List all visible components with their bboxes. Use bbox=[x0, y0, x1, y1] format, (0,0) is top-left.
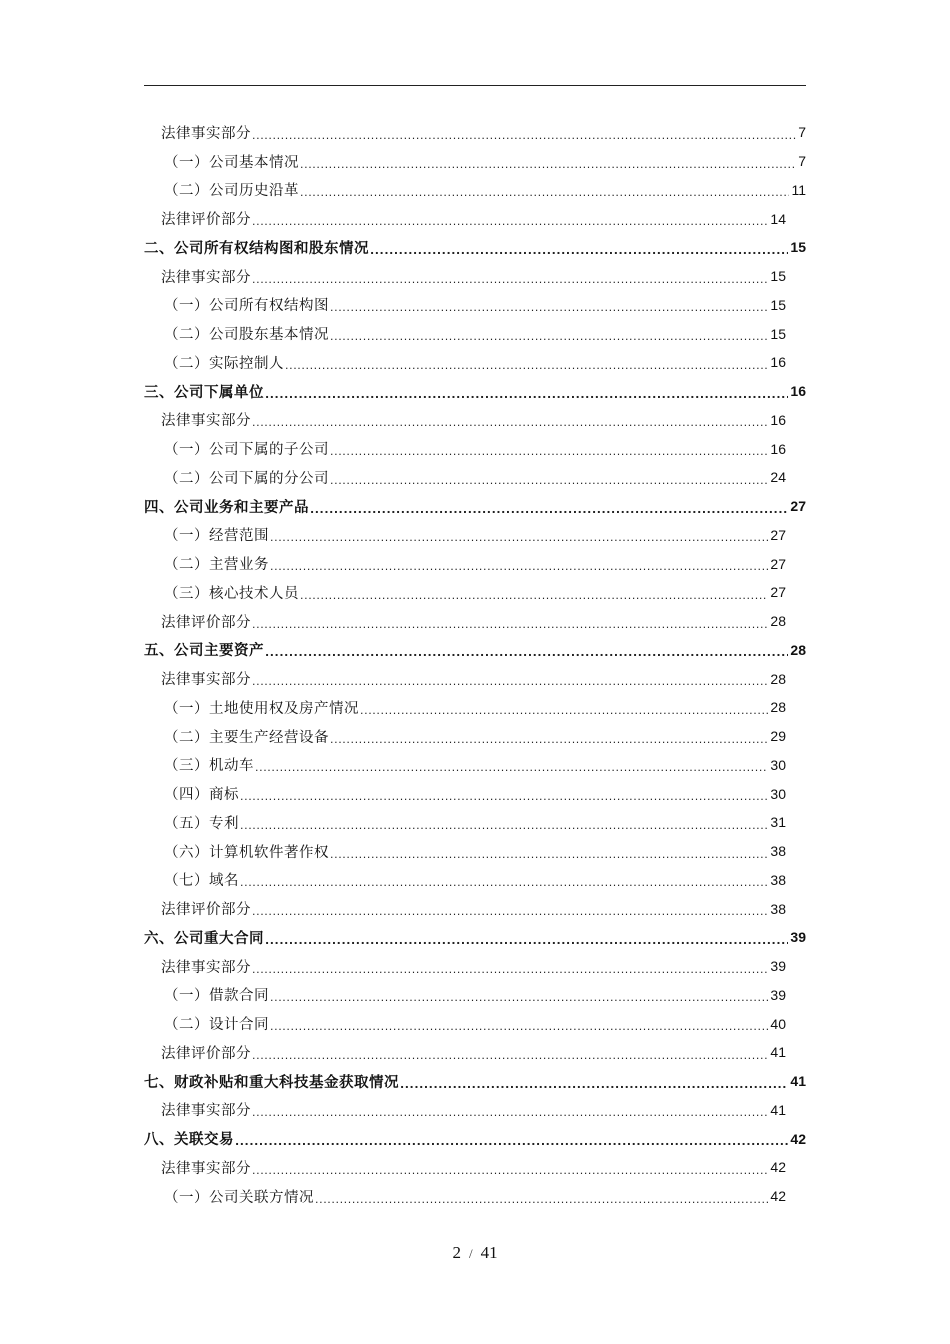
toc-entry[interactable] bbox=[144, 607, 806, 636]
toc-dot-leader bbox=[270, 532, 768, 549]
toc-entry[interactable] bbox=[144, 1009, 806, 1038]
toc-entry-label: （六）计算机软件著作权 bbox=[164, 844, 329, 861]
toc-dot-leader bbox=[255, 762, 768, 779]
toc-entry-label: 六、公司重大合同 bbox=[144, 930, 264, 947]
toc-dot-leader bbox=[252, 417, 768, 434]
toc-entry-page-number: 27 bbox=[770, 555, 786, 572]
toc-entry-label: 四、公司业务和主要产品 bbox=[144, 499, 309, 516]
toc-entry-label: 七、财政补贴和重大科技基金获取情况 bbox=[144, 1074, 399, 1091]
toc-entry-label: （七）域名 bbox=[164, 873, 239, 890]
toc-entry[interactable] bbox=[144, 463, 806, 492]
toc-dot-leader bbox=[270, 992, 768, 1009]
table-of-contents bbox=[144, 118, 806, 1211]
toc-entry-page-number: 30 bbox=[770, 756, 786, 773]
toc-entry-page-number: 15 bbox=[770, 296, 786, 313]
toc-entry-label: （二）主要生产经营设备 bbox=[164, 729, 329, 746]
toc-entry[interactable] bbox=[144, 894, 806, 923]
toc-dot-leader bbox=[315, 1194, 768, 1211]
toc-entry-label: 法律评价部分 bbox=[161, 1045, 251, 1062]
toc-entry[interactable] bbox=[144, 204, 806, 233]
toc-entry-label: （二）公司下属的分公司 bbox=[164, 470, 329, 487]
current-page-number: 2 bbox=[452, 1243, 461, 1262]
toc-entry-page-number: 16 bbox=[770, 440, 786, 457]
toc-entry-label: 法律事实部分 bbox=[161, 1103, 251, 1120]
toc-dot-leader bbox=[330, 302, 768, 319]
toc-entry[interactable] bbox=[144, 923, 806, 952]
toc-entry-label: （二）公司股东基本情况 bbox=[164, 327, 329, 344]
toc-entry-page-number: 16 bbox=[790, 383, 806, 400]
toc-dot-leader bbox=[252, 216, 768, 233]
toc-entry-label: （一）公司关联方情况 bbox=[164, 1189, 314, 1206]
toc-entry-page-number: 39 bbox=[770, 986, 786, 1003]
page-number-footer bbox=[0, 1243, 950, 1263]
toc-entry-label: 二、公司所有权结构图和股东情况 bbox=[144, 240, 369, 257]
toc-entry-label: 五、公司主要资产 bbox=[144, 643, 264, 660]
toc-entry-page-number: 31 bbox=[770, 814, 786, 831]
toc-dot-leader bbox=[330, 849, 768, 866]
toc-dot-leader bbox=[252, 619, 768, 636]
toc-entry[interactable] bbox=[144, 837, 806, 866]
toc-entry[interactable] bbox=[144, 578, 806, 607]
toc-entry-label: （一）经营范围 bbox=[164, 528, 269, 545]
toc-entry[interactable] bbox=[144, 981, 806, 1010]
toc-entry[interactable] bbox=[144, 521, 806, 550]
toc-entry[interactable] bbox=[144, 434, 806, 463]
toc-dot-leader bbox=[265, 935, 788, 952]
toc-entry-page-number: 30 bbox=[770, 785, 786, 802]
toc-dot-leader bbox=[252, 130, 796, 147]
toc-dot-leader bbox=[300, 590, 768, 607]
toc-entry-label: （一）土地使用权及房产情况 bbox=[164, 700, 359, 717]
toc-entry[interactable] bbox=[144, 118, 806, 147]
toc-entry[interactable] bbox=[144, 1124, 806, 1153]
toc-entry[interactable] bbox=[144, 866, 806, 895]
toc-dot-leader bbox=[252, 906, 768, 923]
toc-entry[interactable] bbox=[144, 549, 806, 578]
toc-entry[interactable] bbox=[144, 147, 806, 176]
toc-dot-leader bbox=[252, 274, 768, 291]
toc-entry-page-number: 15 bbox=[790, 239, 806, 256]
toc-entry-page-number: 16 bbox=[770, 411, 786, 428]
toc-entry-page-number: 42 bbox=[770, 1159, 786, 1176]
toc-dot-leader bbox=[300, 159, 796, 176]
toc-entry-page-number: 38 bbox=[770, 843, 786, 860]
toc-entry-label: 法律评价部分 bbox=[161, 902, 251, 919]
toc-dot-leader bbox=[240, 877, 768, 894]
toc-entry[interactable] bbox=[144, 176, 806, 205]
toc-entry-label: （一）公司下属的子公司 bbox=[164, 442, 329, 459]
toc-entry[interactable] bbox=[144, 808, 806, 837]
toc-dot-leader bbox=[360, 705, 768, 722]
toc-entry-label: （一）公司所有权结构图 bbox=[164, 298, 329, 315]
toc-entry-page-number: 28 bbox=[790, 641, 806, 658]
toc-entry[interactable] bbox=[144, 348, 806, 377]
toc-entry-label: 八、关联交易 bbox=[144, 1132, 234, 1149]
toc-entry-page-number: 27 bbox=[790, 498, 806, 515]
toc-entry[interactable] bbox=[144, 1096, 806, 1125]
toc-entry-page-number: 42 bbox=[790, 1130, 806, 1147]
toc-entry[interactable] bbox=[144, 779, 806, 808]
toc-entry-page-number: 15 bbox=[770, 268, 786, 285]
toc-entry-page-number: 39 bbox=[790, 929, 806, 946]
toc-entry-label: 法律事实部分 bbox=[161, 269, 251, 286]
toc-dot-leader bbox=[285, 360, 768, 377]
toc-entry-label: （四）商标 bbox=[164, 787, 239, 804]
toc-entry-label: （二）公司历史沿革 bbox=[164, 183, 299, 200]
toc-entry-label: 法律事实部分 bbox=[161, 959, 251, 976]
toc-entry-page-number: 16 bbox=[770, 354, 786, 371]
toc-entry-page-number: 28 bbox=[770, 613, 786, 630]
toc-dot-leader bbox=[252, 1107, 768, 1124]
toc-entry-page-number: 28 bbox=[770, 670, 786, 687]
toc-dot-leader bbox=[300, 187, 789, 204]
total-page-count: 41 bbox=[480, 1243, 498, 1262]
toc-entry[interactable] bbox=[144, 693, 806, 722]
toc-entry-label: 法律评价部分 bbox=[161, 212, 251, 229]
toc-entry-label: 法律事实部分 bbox=[161, 672, 251, 689]
toc-entry-page-number: 7 bbox=[798, 153, 806, 170]
toc-entry[interactable] bbox=[144, 664, 806, 693]
toc-entry-label: 法律事实部分 bbox=[161, 413, 251, 430]
toc-dot-leader bbox=[252, 1165, 768, 1182]
toc-entry[interactable] bbox=[144, 1038, 806, 1067]
toc-entry-label: 法律评价部分 bbox=[161, 614, 251, 631]
toc-entry[interactable] bbox=[144, 636, 806, 665]
toc-dot-leader bbox=[252, 964, 768, 981]
toc-entry-page-number: 27 bbox=[770, 526, 786, 543]
toc-entry-label: 法律事实部分 bbox=[161, 1160, 251, 1177]
toc-dot-leader bbox=[270, 1021, 768, 1038]
toc-dot-leader bbox=[330, 446, 768, 463]
toc-entry-label: 三、公司下属单位 bbox=[144, 384, 264, 401]
toc-entry-page-number: 38 bbox=[770, 900, 786, 917]
toc-dot-leader bbox=[330, 734, 768, 751]
toc-entry-label: （二）主营业务 bbox=[164, 557, 269, 574]
toc-entry-page-number: 40 bbox=[770, 1015, 786, 1032]
toc-entry-page-number: 11 bbox=[791, 181, 806, 198]
toc-entry-page-number: 38 bbox=[770, 871, 786, 888]
toc-dot-leader bbox=[330, 331, 768, 348]
toc-entry-page-number: 15 bbox=[770, 325, 786, 342]
toc-dot-leader bbox=[235, 1136, 788, 1153]
toc-dot-leader bbox=[265, 389, 788, 406]
toc-entry-page-number: 7 bbox=[798, 124, 806, 141]
toc-entry-page-number: 24 bbox=[770, 469, 786, 486]
toc-entry[interactable] bbox=[144, 233, 806, 262]
toc-entry[interactable] bbox=[144, 262, 806, 291]
toc-dot-leader bbox=[330, 475, 768, 492]
toc-entry-label: （五）专利 bbox=[164, 815, 239, 832]
toc-dot-leader bbox=[240, 820, 768, 837]
toc-entry-page-number: 27 bbox=[770, 584, 786, 601]
toc-entry[interactable] bbox=[144, 1153, 806, 1182]
toc-entry-label: （二）实际控制人 bbox=[164, 355, 284, 372]
toc-entry-label: 法律事实部分 bbox=[161, 125, 251, 142]
toc-dot-leader bbox=[252, 676, 768, 693]
toc-entry[interactable] bbox=[144, 1067, 806, 1096]
toc-entry[interactable] bbox=[144, 291, 806, 320]
toc-entry-page-number: 29 bbox=[770, 728, 786, 745]
toc-entry[interactable] bbox=[144, 406, 806, 435]
toc-entry-page-number: 41 bbox=[770, 1101, 786, 1118]
toc-entry-label: （三）机动车 bbox=[164, 758, 254, 775]
toc-entry-label: （一）借款合同 bbox=[164, 988, 269, 1005]
toc-dot-leader bbox=[252, 1050, 768, 1067]
toc-entry[interactable] bbox=[144, 1182, 806, 1211]
toc-entry-page-number: 42 bbox=[770, 1188, 786, 1205]
toc-dot-leader bbox=[310, 504, 788, 521]
toc-entry-page-number: 41 bbox=[770, 1044, 786, 1061]
toc-entry[interactable] bbox=[144, 319, 806, 348]
toc-entry-page-number: 14 bbox=[770, 210, 786, 227]
header-rule bbox=[144, 85, 806, 86]
toc-entry-page-number: 39 bbox=[770, 958, 786, 975]
toc-entry-label: （二）设计合同 bbox=[164, 1017, 269, 1034]
toc-entry-page-number: 28 bbox=[770, 699, 786, 716]
toc-entry-label: （三）核心技术人员 bbox=[164, 585, 299, 602]
page-separator: / bbox=[468, 1246, 473, 1261]
toc-entry[interactable] bbox=[144, 377, 806, 406]
toc-dot-leader bbox=[270, 561, 768, 578]
toc-dot-leader bbox=[265, 647, 788, 664]
toc-dot-leader bbox=[240, 791, 768, 808]
toc-entry[interactable] bbox=[144, 751, 806, 780]
toc-dot-leader bbox=[400, 1079, 788, 1096]
toc-entry-page-number: 41 bbox=[790, 1073, 806, 1090]
toc-entry[interactable] bbox=[144, 952, 806, 981]
toc-dot-leader bbox=[370, 245, 788, 262]
toc-entry[interactable] bbox=[144, 492, 806, 521]
toc-entry[interactable] bbox=[144, 722, 806, 751]
toc-entry-label: （一）公司基本情况 bbox=[164, 154, 299, 171]
